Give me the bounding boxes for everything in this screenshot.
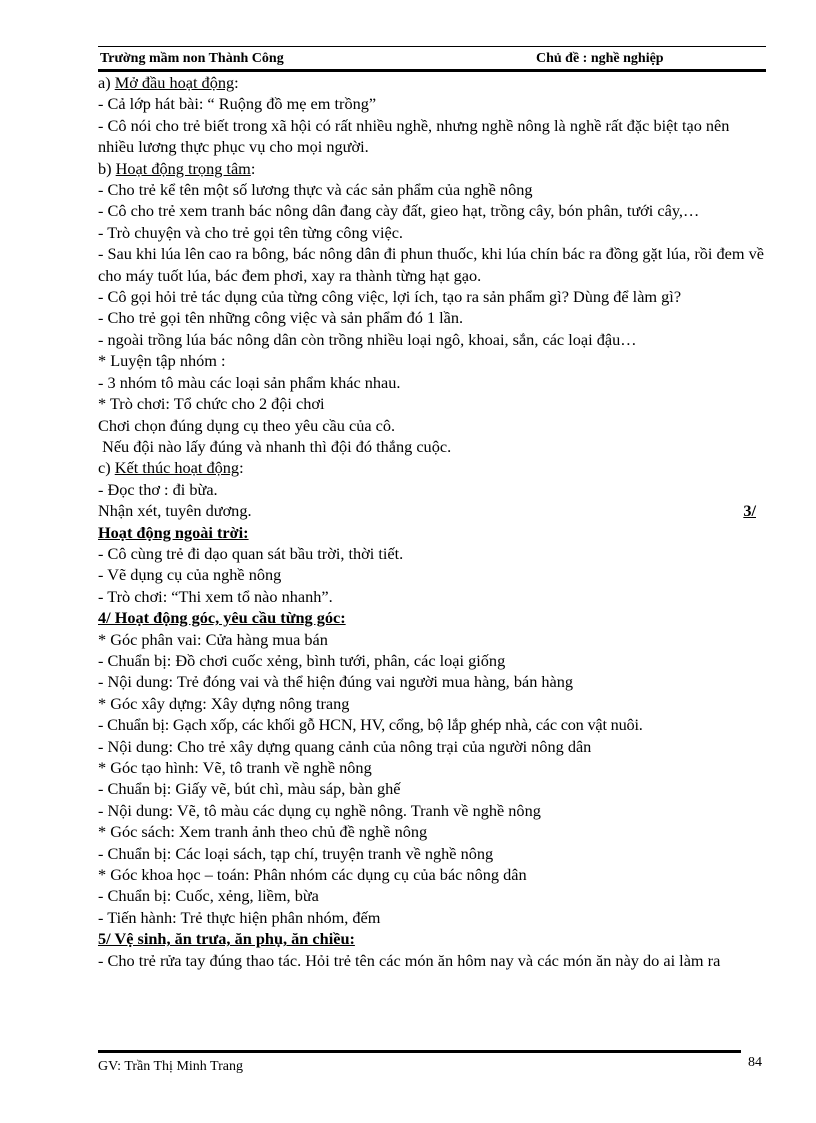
section-a-title: Mở đầu hoạt động bbox=[114, 73, 235, 92]
body-line: - Tiến hành: Trẻ thực hiện phân nhóm, đếm bbox=[98, 907, 381, 927]
body-line: - Sau khi lúa lên cao ra bông, bác nông dân đi phun thuốc, khi lúa chín bác ra đồng gặt lúa, rồi đem về cho máy tuốt lúa, bác đem phơi, xay ra thành từng hạt gạo. bbox=[98, 244, 764, 285]
body-line: * Góc khoa học – toán: Phân nhóm các dụng cụ của bác nông dân bbox=[98, 865, 527, 885]
body-line: - Cho trẻ gọi tên những công việc và sản phẩm đó 1 lần. bbox=[98, 308, 464, 328]
section-a-colon: : bbox=[234, 73, 239, 92]
body-line: - Đọc thơ : đi bừa. bbox=[98, 479, 218, 499]
section-c-heading bbox=[98, 457, 766, 478]
section-c-colon: : bbox=[239, 458, 244, 478]
body-line-with-section-number bbox=[98, 500, 766, 521]
page-header bbox=[98, 49, 766, 71]
body-line: Chơi chọn đúng dụng cụ theo yêu cầu của cô. bbox=[98, 415, 396, 435]
body-line: - Chuẩn bị: Các loại sách, tạp chí, truyện tranh về nghề nông bbox=[98, 843, 494, 863]
footer-teacher: GV: Trần Thị Minh Trang bbox=[98, 1059, 243, 1074]
section-b-label: b) bbox=[98, 158, 116, 178]
body-line: - Cho trẻ kể tên một số lương thực và các sản phẩm của nghề nông bbox=[98, 180, 533, 200]
body-line: * Trò chơi: Tổ chức cho 2 đội chơi bbox=[98, 394, 325, 414]
body-line: - Trò chơi: “Thi xem tổ nào nhanh”. bbox=[98, 586, 333, 606]
section-a-label: a) bbox=[98, 73, 115, 92]
body-line: * Góc phân vai: Cửa hàng mua bán bbox=[98, 629, 328, 649]
body-line: - Trò chuyện và cho trẻ gọi tên từng công việc. bbox=[98, 222, 403, 242]
body-line: - Cả lớp hát bài: “ Ruộng đồ mẹ em trồng” bbox=[98, 94, 377, 114]
body-line-text: Nhận xét, tuyên dương. bbox=[98, 501, 252, 521]
body-line: - Cô cùng trẻ đi dạo quan sát bầu trời, thời tiết. bbox=[98, 543, 404, 563]
body-line: * Góc sách: Xem tranh ảnh theo chủ đề nghề nông bbox=[98, 822, 428, 842]
header-topic: Chủ đề : nghề nghiệp bbox=[536, 51, 664, 66]
section-4-title: 4/ Hoạt động góc, yêu cầu từng góc: bbox=[98, 608, 346, 628]
section-b-heading bbox=[98, 158, 766, 179]
header-top-rule bbox=[98, 46, 766, 47]
body-line: - Vẽ dụng cụ của nghề nông bbox=[98, 565, 282, 585]
footer-rule bbox=[98, 1050, 741, 1053]
body-line: - Chuẩn bị: Đồ chơi cuốc xẻng, bình tưới, phân, các loại giống bbox=[98, 650, 506, 670]
body-line: - Chuẩn bị: Giấy vẽ, bút chì, màu sáp, bàn ghế bbox=[98, 779, 401, 799]
section-c-title: Kết thúc hoạt động bbox=[114, 458, 240, 478]
page-number: 84 bbox=[748, 1055, 762, 1070]
body-line: - Nội dung: Trẻ đóng vai và thể hiện đúng vai người mua hàng, bán hàng bbox=[98, 672, 574, 692]
body-line: - Nội dung: Vẽ, tô màu các dụng cụ nghề nông. Tranh về nghề nông bbox=[98, 800, 541, 820]
body-line: * Góc tạo hình: Vẽ, tô tranh về nghề nông bbox=[98, 758, 372, 777]
body-line: * Góc xây dựng: Xây dựng nông trang bbox=[98, 693, 350, 713]
body-line: - Cho trẻ rửa tay đúng thao tác. Hỏi trẻ tên các món ăn hôm nay và các món ăn này do ai làm ra bbox=[98, 950, 721, 970]
body-line: Nếu đội nào lấy đúng và nhanh thì đội đó thắng cuộc. bbox=[98, 436, 452, 456]
section-b-colon: : bbox=[250, 158, 256, 178]
header-school-name: Trường mầm non Thành Công bbox=[100, 51, 284, 66]
section-a-heading bbox=[98, 72, 766, 93]
body-line: - Cô nói cho trẻ biết trong xã hội có rất nhiều nghề, nhưng nghề nông là nghề rất đặc biệt tạo nên nhiều lương thực phục vụ cho mọi người. bbox=[98, 115, 730, 157]
body-line: * Luyện tập nhóm : bbox=[98, 351, 226, 371]
section-5-title: 5/ Vệ sinh, ăn trưa, ăn phụ, ăn chiều: bbox=[98, 929, 355, 949]
section-b-title: Hoạt động trọng tâm bbox=[115, 158, 251, 178]
body-line: - Nội dung: Cho trẻ xây dựng quang cảnh của nông trại của người nông dân bbox=[98, 736, 592, 756]
body-line: - Chuẩn bị: Cuốc, xẻng, liềm, bừa bbox=[98, 886, 319, 906]
body-line: - 3 nhóm tô màu các loại sản phẩm khác nhau. bbox=[98, 372, 401, 392]
body-line: - Cô cho trẻ xem tranh bác nông dân đang cày đất, gieo hạt, trồng cây, bón phân, tưới cây,… bbox=[98, 201, 700, 221]
body-line: - ngoài trồng lúa bác nông dân còn trồng nhiều loại ngô, khoai, sắn, các loại đậu… bbox=[98, 329, 637, 349]
section-3-title: Hoạt động ngoài trời: bbox=[98, 522, 249, 542]
document-body bbox=[98, 72, 766, 971]
section-3-number: 3/ bbox=[743, 501, 756, 521]
section-c-label: c) bbox=[98, 458, 115, 478]
body-line: - Chuẩn bị: Gạch xốp, các khối gỗ HCN, HV, cổng, bộ lắp ghép nhà, các con vật nuôi. bbox=[98, 715, 643, 735]
body-line: - Cô gọi hỏi trẻ tác dụng của từng công việc, lợi ích, tạo ra sản phẩm gì? Dùng để làm gì? bbox=[98, 287, 682, 307]
